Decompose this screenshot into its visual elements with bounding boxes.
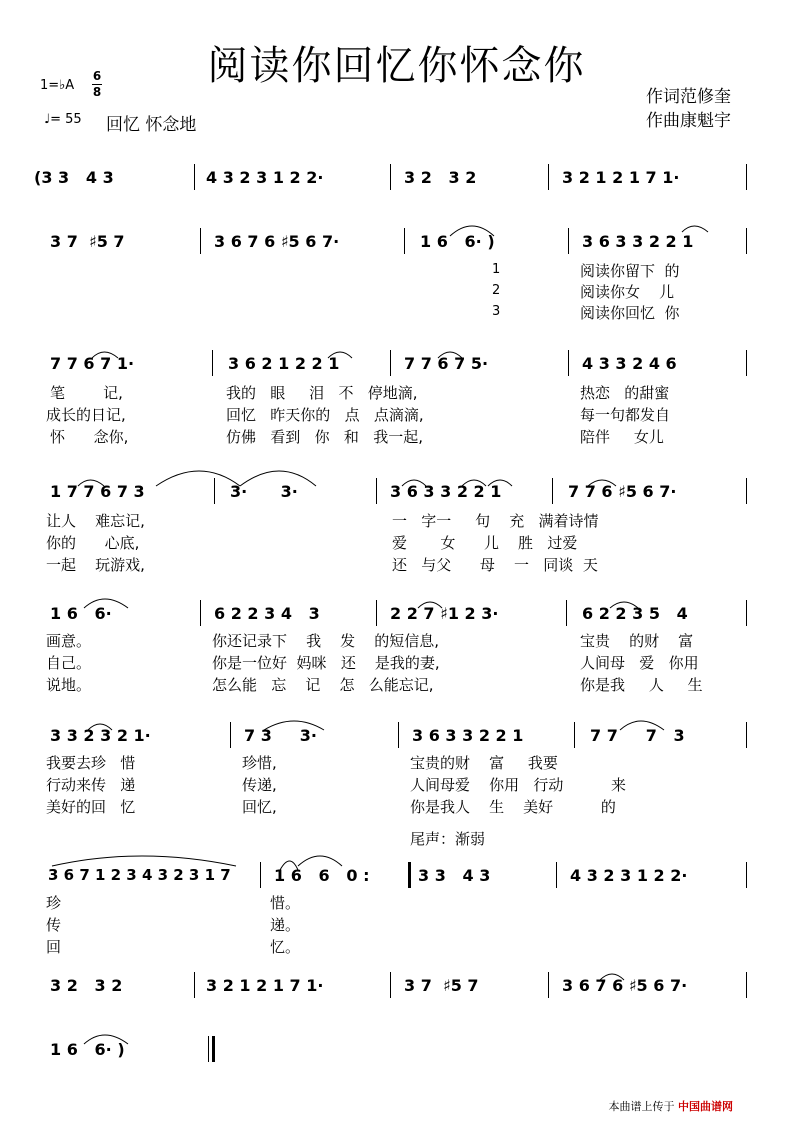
measure: 1 7 7 6 7 3 — [50, 482, 145, 501]
lyric-line: 还 与父 母 一 同谈 天 — [392, 556, 598, 574]
measure: 3· 3· — [230, 482, 298, 501]
measure: 3 7 ♯5 7 — [404, 976, 479, 995]
measure: 6 2 2 3 4 3 — [214, 604, 320, 623]
measure: 3 6 7 1 2 3 4 3 2 3 1 7 — [48, 866, 231, 884]
lyric-line: 陪伴 女儿 — [580, 428, 664, 446]
upload-notice-text: 本曲谱上传于 — [608, 1100, 675, 1113]
measure: 3 6 3 3 2 2 1 — [412, 726, 524, 745]
measure: 3 2 3 2 — [404, 168, 477, 187]
lyric-line: 我的 眼 泪 不 停地滴, — [226, 384, 418, 402]
time-bottom: 8 — [92, 85, 102, 99]
lyric-line: 我要去珍 惜 — [46, 754, 136, 772]
lyric-line: 怎么能 忘 记 怎 么能忘记, — [212, 676, 434, 694]
lyric-line: 自己。 — [46, 654, 92, 672]
measure: 7 7 7 3 — [590, 726, 685, 745]
upload-notice — [609, 1098, 734, 1114]
song-title: 阅读你回忆你怀念你 — [207, 43, 586, 89]
lyric-line: 说地。 — [46, 676, 92, 694]
lyric-line: 宝贵的财 富 我要 — [410, 754, 558, 772]
key-signature: 1=♭A — [40, 78, 75, 93]
lyric-line: 阅读你回忆 你 — [580, 304, 680, 322]
lyric-line: 阅读你留下 的 — [580, 262, 680, 280]
measure: 3 2 1 2 1 7 1· — [206, 976, 324, 995]
lyric-line: 让人 难忘记, — [46, 512, 145, 530]
measure: 2 2 7 ♯1 2 3· — [390, 604, 499, 623]
measure: 7 3 3· — [244, 726, 317, 745]
measure: 6 2 2 3 5 4 — [582, 604, 688, 623]
measure: 3 6 3 3 2 2 1 — [582, 232, 694, 251]
lyric-line: 爱 女 儿 胜 过爱 — [392, 534, 578, 552]
lyric-line: 惜。 — [270, 894, 301, 912]
composer-credit: 作曲康魁宇 — [646, 111, 731, 131]
measure: 3 2 1 2 1 7 1· — [562, 168, 680, 187]
measure: 4 3 3 2 4 6 — [582, 354, 677, 373]
lyric-line: 一 字一 句 充 满着诗情 — [392, 512, 599, 530]
measure: 1 6 6· — [50, 604, 112, 623]
measure: 7 7 6 ♯5 6 7· — [568, 482, 677, 501]
lyric-line: 你是我人 生 美好 的 — [410, 798, 616, 816]
lyric-line: 笔 记, — [50, 384, 123, 402]
measure: 3 6 3 3 2 2 1 — [390, 482, 502, 501]
time-top: 6 — [92, 69, 102, 83]
measure: 4 3 2 3 1 2 2· — [570, 866, 688, 885]
lyric-line: 回忆 昨天你的 点 点滴滴, — [226, 406, 424, 424]
lyric-line: 人间母 爱 你用 — [580, 654, 699, 672]
lyric-line: 人间母爱 你用 行动 来 — [410, 776, 627, 794]
verse-number: 1 — [492, 262, 501, 277]
lyric-line: 怀 念你, — [50, 428, 129, 446]
measure: 3 6 7 6 ♯5 6 7· — [562, 976, 688, 995]
lyric-line: 阅读你女 儿 — [580, 283, 675, 301]
verse-number: 3 — [492, 304, 501, 319]
lyric-line: 美好的回 忆 — [46, 798, 136, 816]
verse-number: 2 — [492, 283, 501, 298]
lyric-line: 传 — [46, 916, 62, 934]
lyric-line: 珍 — [46, 894, 62, 912]
lyricist-credit: 作词范修奎 — [646, 87, 731, 107]
measure: 3 7 ♯5 7 — [50, 232, 125, 251]
lyric-line: 你是一位好 妈咪 还 是我的妻, — [212, 654, 440, 672]
lyric-line: 你是我 人 生 — [580, 676, 703, 694]
measure: (3 3 4 3 — [34, 168, 114, 187]
measure: 7 7 6 7 1· — [50, 354, 135, 373]
lyric-line: 宝贵 的财 富 — [580, 632, 694, 650]
measure: 3 3 4 3 — [418, 866, 491, 885]
measure: 4 3 2 3 1 2 2· — [206, 168, 324, 187]
lyric-line: 行动来传 递 — [46, 776, 136, 794]
lyric-line: 递。 — [270, 916, 301, 934]
lyric-line: 你还记录下 我 发 的短信息, — [212, 632, 439, 650]
coda-label: 尾声：渐弱 — [410, 830, 486, 848]
lyric-line: 成长的日记, — [46, 406, 126, 424]
measure: 3 6 2 1 2 2 1 — [228, 354, 340, 373]
tempo-marking: ♩= 55 — [44, 112, 82, 127]
lyric-line: 一起 玩游戏, — [46, 556, 145, 574]
lyric-line: 每一句都发自 — [580, 406, 671, 424]
lyric-line: 传递, — [242, 776, 277, 794]
lyric-line: 仿佛 看到 你 和 我一起, — [226, 428, 423, 446]
measure: 7 7 6 7 5· — [404, 354, 489, 373]
lyric-line: 珍惜, — [242, 754, 277, 772]
lyric-line: 画意。 — [46, 632, 92, 650]
lyric-line: 回忆, — [242, 798, 277, 816]
expression-marking: 回忆 怀念地 — [106, 115, 197, 135]
lyric-line: 回 — [46, 938, 62, 956]
measure: 3 3 2 3 2 1· — [50, 726, 151, 745]
measure: 1 6 6 0 : — [274, 866, 370, 885]
lyric-line: 忆。 — [270, 938, 301, 956]
measure: 1 6 6· ) — [50, 1040, 125, 1059]
measure: 3 6 7 6 ♯5 6 7· — [214, 232, 340, 251]
measure: 1 6 6· ) — [420, 232, 495, 251]
site-logo[interactable]: 中国曲谱网 — [678, 1100, 733, 1113]
lyric-line: 热恋 的甜蜜 — [580, 384, 670, 402]
lyric-line: 你的 心底, — [46, 534, 140, 552]
measure: 3 2 3 2 — [50, 976, 123, 995]
